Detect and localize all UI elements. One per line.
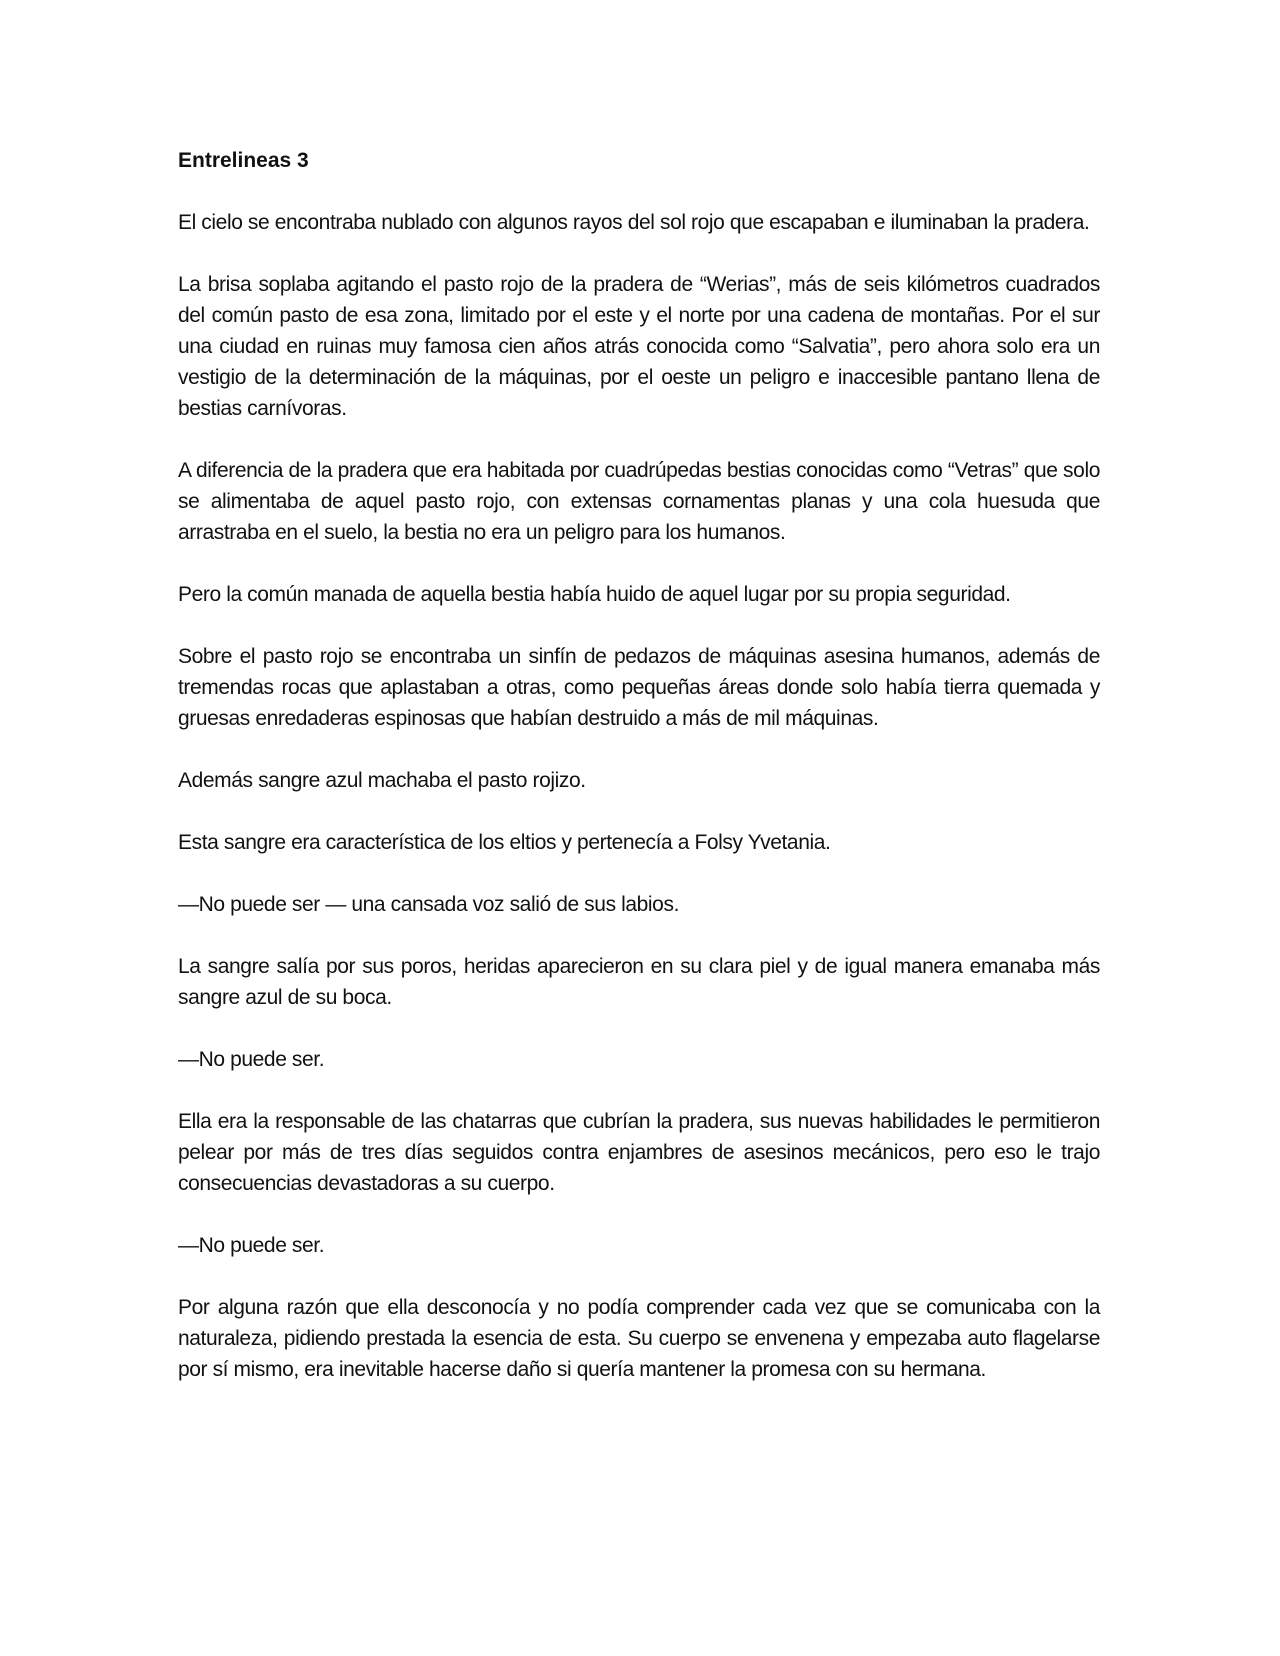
document-title: Entrelineas 3 (178, 149, 309, 172)
paragraph: Ella era la responsable de las chatarras que cubrían la pradera, sus nuevas habilidades le permitieron pelear por más de tres días seguidos contra enjambres de asesinos mecánicos, pero eso le trajo consecuencias devastadoras a su cuerpo. (178, 1110, 1100, 1195)
paragraph: Pero la común manada de aquella bestia había huido de aquel lugar por su propia seguridad. (178, 583, 1011, 606)
paragraph: La sangre salía por sus poros, heridas aparecieron en su clara piel y de igual manera emanaba más sangre azul de su boca. (178, 955, 1100, 1009)
dialogue-line: —No puede ser — una cansada voz salió de sus labios. (178, 893, 680, 916)
paragraph: Por alguna razón que ella desconocía y no podía comprender cada vez que se comunicaba con la naturaleza, pidiendo prestada la esencia de esta. Su cuerpo se envenena y empezaba auto flagelarse por sí mismo, era inevitable hacerse daño si quería mantener la promesa con su hermana. (178, 1296, 1100, 1381)
paragraph: Sobre el pasto rojo se encontraba un sinfín de pedazos de máquinas asesina humanos, además de tremendas rocas que aplastaban a otras, como pequeñas áreas donde solo había tierra quemada y gruesas enredaderas espinosas que habían destruido a más de mil máquinas. (178, 645, 1100, 730)
paragraph: El cielo se encontraba nublado con algunos rayos del sol rojo que escapaban e iluminaban la pradera. (178, 211, 1090, 234)
paragraph: Además sangre azul machaba el pasto rojizo. (178, 769, 586, 792)
paragraph: A diferencia de la pradera que era habitada por cuadrúpedas bestias conocidas como “Vetras” que solo se alimentaba de aquel pasto rojo, con extensas cornamentas planas y una cola huesuda que arrastraba en el suelo, la bestia no era un peligro para los humanos. (178, 459, 1100, 544)
paragraph: La brisa soplaba agitando el pasto rojo de la pradera de “Werias”, más de seis kilómetros cuadrados del común pasto de esa zona, limitado por el este y el norte por una cadena de montañas. Por el sur una ciudad en ruinas muy famosa cien años atrás conocida como “Salvatia”, pero ahora solo era un vestigio de la determinación de la máquinas, por el oeste un peligro e inaccesible pantano llena de bestias carnívoras. (178, 273, 1100, 420)
paragraph: Esta sangre era característica de los eltios y pertenecía a Folsy Yvetania. (178, 831, 831, 854)
dialogue-line: —No puede ser. (178, 1048, 325, 1071)
document-body (178, 145, 1100, 1416)
dialogue-line: —No puede ser. (178, 1234, 325, 1257)
